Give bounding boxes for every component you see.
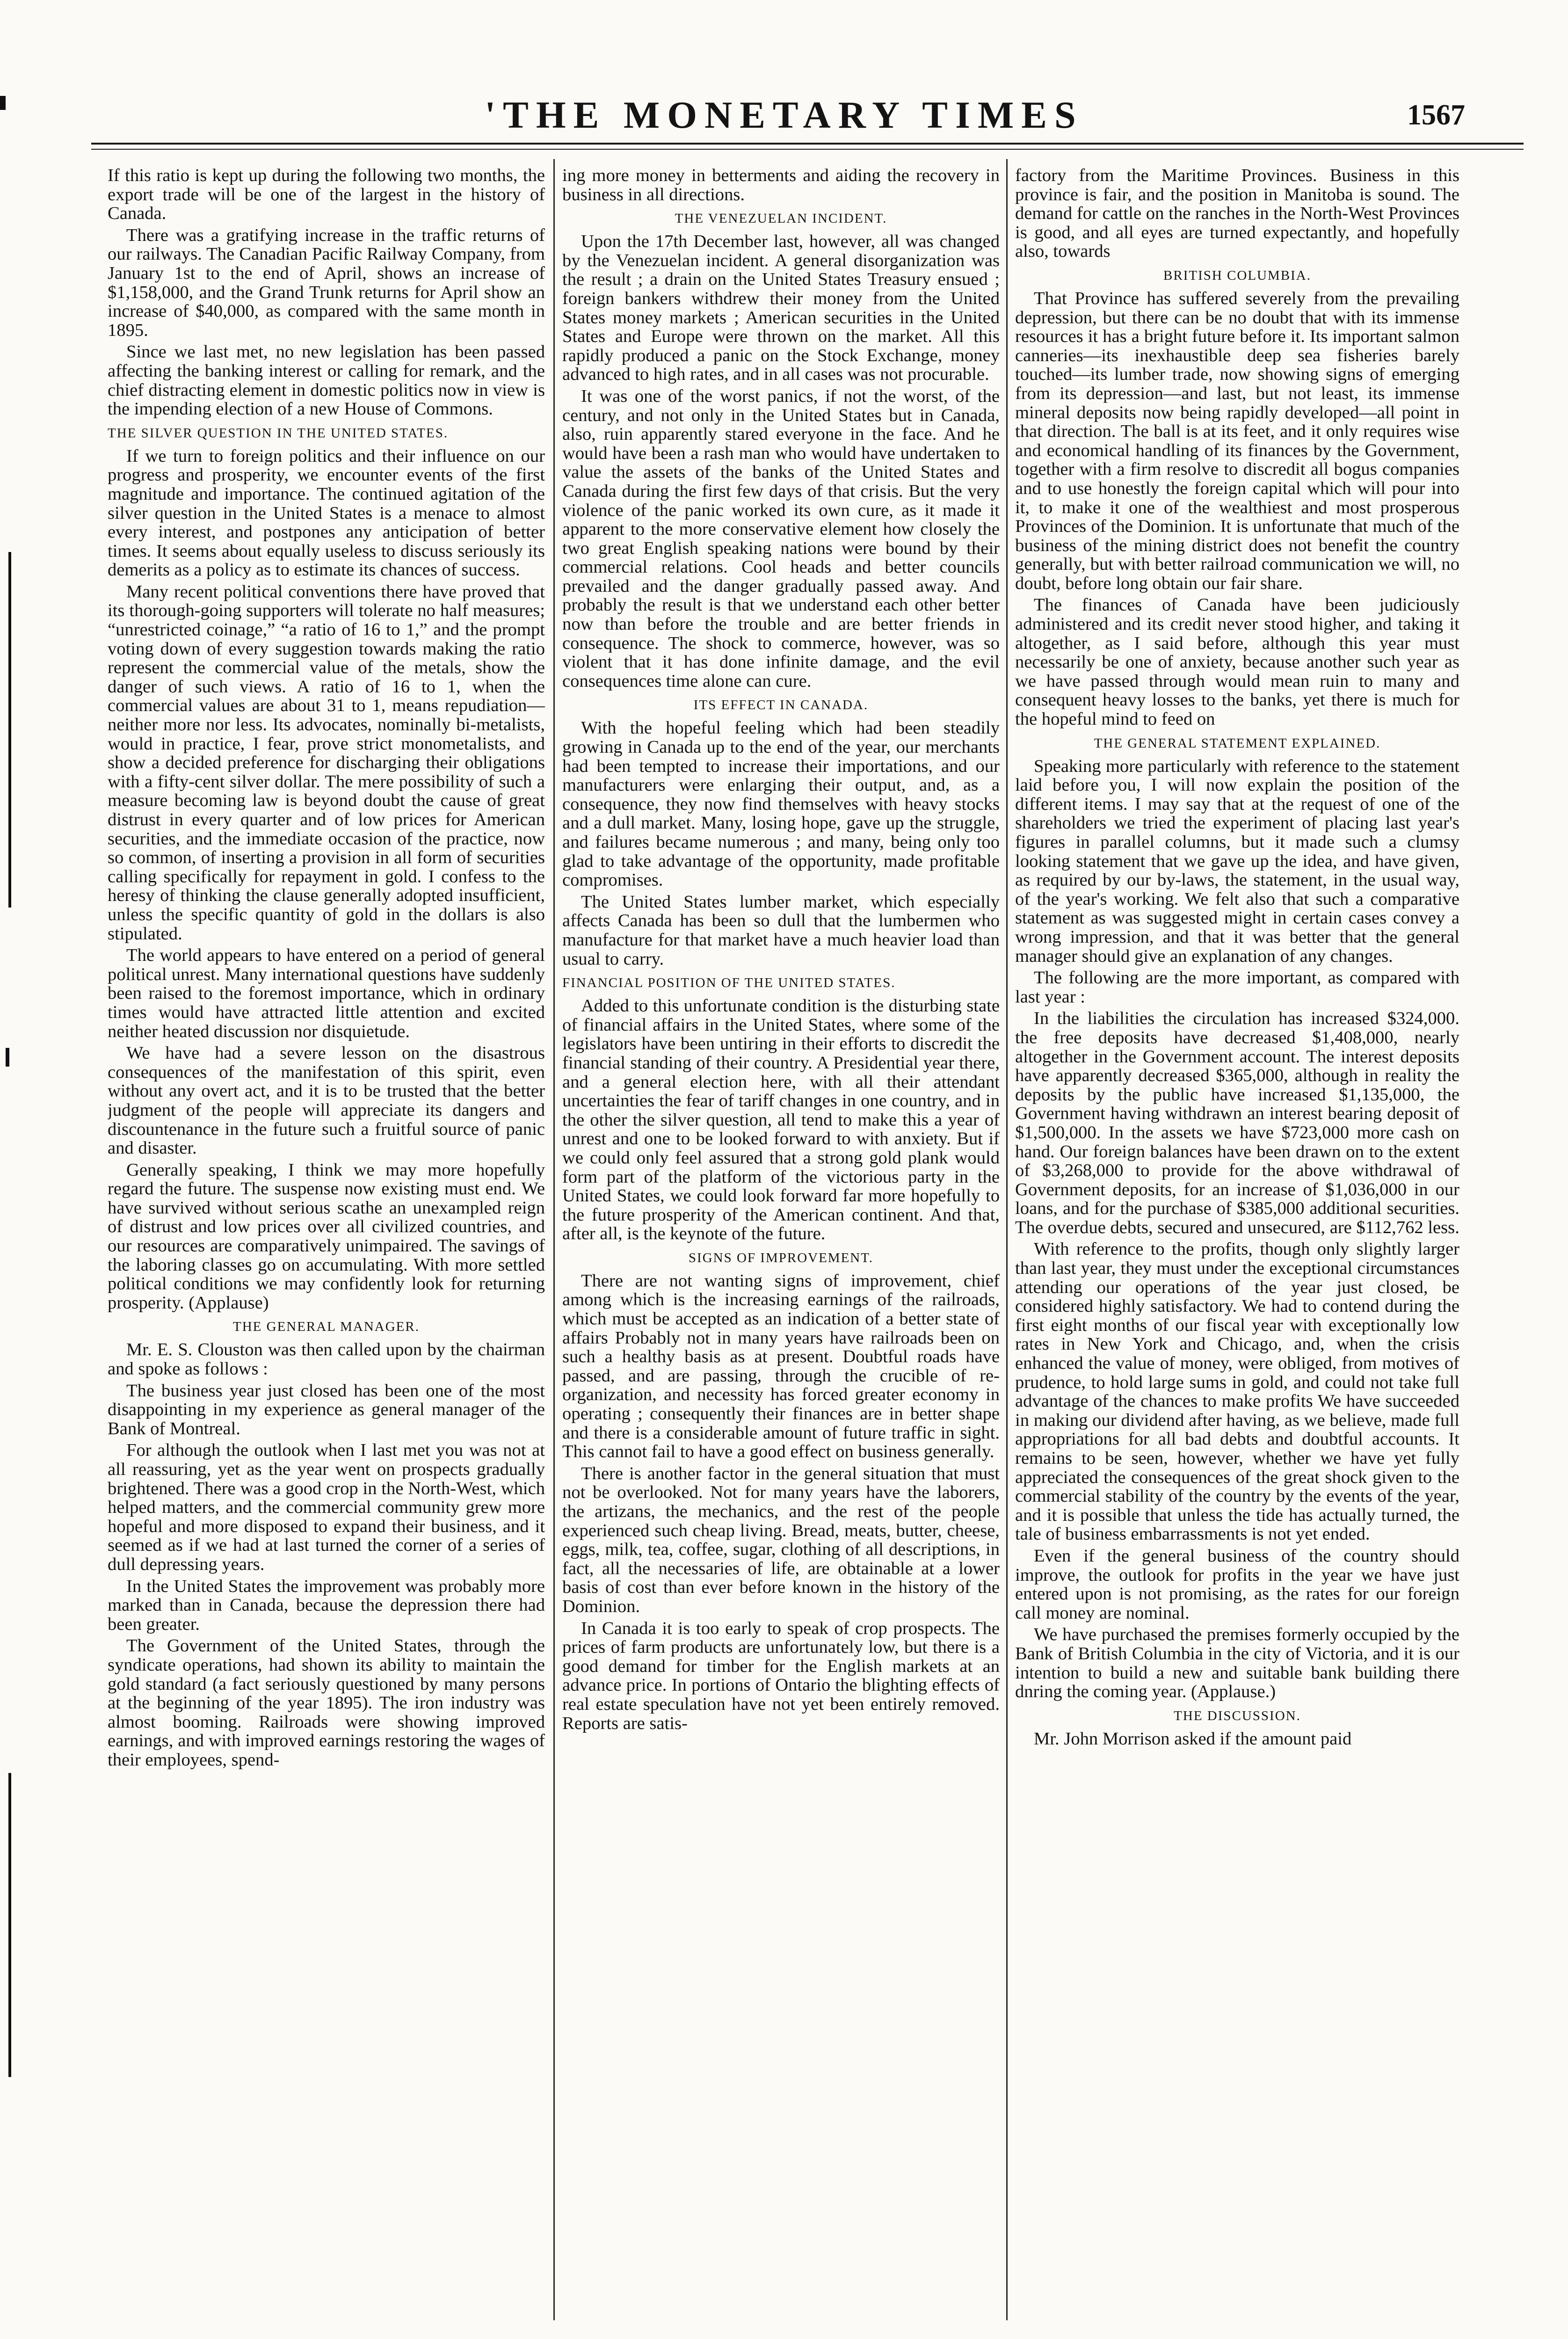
publication-title: 'THE MONETARY TIMES <box>485 94 1083 136</box>
paragraph: The Government of the United States, through the syndicate operations, had shown its ability to maintain the gold standard (a fact seriously questioned by many persons at the beginning of the year 1895). The iron industry was almost booming. Railroads were showing improved earnings, and with improved earnings restoring the wages of their employees, spend- <box>108 1636 545 1770</box>
section-heading: THE DISCUSSION. <box>1174 1708 1301 1723</box>
column-divider-2 <box>1006 159 1008 2320</box>
paragraph: factory from the Maritime Provinces. Business in this province is fair, and the position in Manitoba is sound. The demand for cattle on the ranches in the North-West Provinces is good, and all eyes are turned expectantly, and hopefully also, towards <box>1015 166 1459 262</box>
masthead <box>0 0 1568 159</box>
section-heading: ITS EFFECT IN CANADA. <box>693 697 869 713</box>
text-column-2 <box>562 166 1000 2318</box>
paragraph: Even if the general business of the country should improve, the outlook for profits in the year we have just entered upon is not promising, as the rates for our foreign call money are nominal. <box>1015 1546 1459 1623</box>
section-heading: THE GENERAL MANAGER. <box>233 1319 420 1335</box>
paragraph: Mr. E. S. Clouston was then called upon by the chairman and spoke as follows : <box>108 1340 545 1379</box>
section-heading: THE VENEZUELAN INCIDENT. <box>675 211 887 226</box>
paragraph: ing more money in betterments and aiding the recovery in business in all directions. <box>562 166 1000 204</box>
paragraph: There is another factor in the general situation that must not be overlooked. Not for many years have the laborers, the artizans, the mechanics, and the rest of the people experienced such cheap living. Bread, meats, butter, cheese, eggs, milk, tea, coffee, sugar, clothing of all descriptions, in fact, all the necessaries of life, are obtainable at a lower basis of cost than ever before known in the history of the Dominion. <box>562 1463 1000 1616</box>
paragraph: In Canada it is too early to speak of crop prospects. The prices of farm products are unfortunately low, but there is a good demand for timber for the English markets at an advance price. In portions of Ontario the blighting effects of real estate speculation have not yet been entirely removed. Reports are satis- <box>562 1618 1000 1733</box>
scan-margin-mark <box>8 1773 11 2077</box>
section-heading: THE GENERAL STATEMENT EXPLAINED. <box>1094 735 1381 751</box>
paragraph: The business year just closed has been one of the most disappointing in my experience as general manager of the Bank of Montreal. <box>108 1380 545 1438</box>
scan-margin-mark <box>8 552 11 908</box>
text-column-3 <box>1015 166 1459 2318</box>
paragraph: The finances of Canada have been judiciously administered and its credit never stood higher, and taking it altogether, as I said before, although this year must necessarily be one of anxiety, because another such year as we have passed through would mean ruin to many and consequent heavy losses to the banks, yet there is much for the hopeful mind to feed on <box>1015 595 1459 729</box>
paragraph: If this ratio is kept up during the following two months, the export trade will be one of the largest in the history of Canada. <box>108 166 545 224</box>
section-heading: SIGNS OF IMPROVEMENT. <box>688 1250 874 1265</box>
paragraph: Generally speaking, I think we may more hopefully regard the future. The suspense now existing must end. We have survived without serious scathe an unexampled reign of distrust and low prices over all civilized countries, and our resources are comparatively unimpaired. The savings of the laboring classes go on accumulating. With more settled political conditions we may confidently look for returning prosperity. (Applause) <box>108 1160 545 1313</box>
paragraph: If we turn to foreign politics and their influence on our progress and prosperity, we encounter events of the first magnitude and importance. The continued agitation of the silver question in the United States is a menace to almost every interest, and postpones any anticipation of better times. It seems about equally useless to discuss seriously its demerits as a policy as to estimate its chances of success. <box>108 446 545 580</box>
paragraph: The following are the more important, as compared with last year : <box>1015 968 1459 1007</box>
scan-margin-mark <box>0 96 6 110</box>
paragraph: Speaking more particularly with reference to the statement laid before you, I will now explain the position of the different items. I may say that at the request of one of the shareholders we tried the experiment of placing last year's figures in parallel columns, but it made such a clumsy looking statement that we gave up the idea, and have given, as required by our by-laws, the statement, in the usual way, of the year's working. We felt also that such a comparative statement as was suggested might in certain cases convey a wrong impression, and that it was better that the general manager should give an explanation of any changes. <box>1015 756 1459 966</box>
header-rule-thin <box>91 149 1524 150</box>
paragraph: In the United States the improvement was probably more marked than in Canada, because the depression there had been greater. <box>108 1576 545 1634</box>
paragraph: The world appears to have entered on a period of general political unrest. Many international questions have suddenly been raised to the foremost importance, which in ordinary times would have attracted little attention and excited neither heated discussion nor disquietude. <box>108 945 545 1041</box>
paragraph: There are not wanting signs of improvement, chief among which is the increasing earnings of the railroads, which must be accepted as an indication of a better state of affairs Probably not in many years have railroads been on such a healthy basis as at present. Doubtful roads have passed, and are passing, through the crucible of re-organization, and necessity has forced greater economy in operating ; consequently their finances are in better shape and there is a considerable amount of future traffic in sight. This cannot fail to have a good effect on business generally. <box>562 1271 1000 1462</box>
paragraph: Added to this unfortunate condition is the disturbing state of financial affairs in the United States, where some of the legislators have been untiring in their efforts to discredit the financial standing of their country. A Presidential year there, and a general election here, with all their attendant uncertainties the fear of tariff changes in one country, and in the other the silver question, all tend to make this a year of unrest and one to be looked forward to with anxiety. But if we could only feel assured that a strong gold plank would form part of the platform of the victorious party in the United States, we could look forward far more hopefully to the future prosperity of the American continent. And that, after all, is the keynote of the future. <box>562 996 1000 1244</box>
paragraph: Many recent political conventions there have proved that its thorough-going supporters will tolerate no half measures; “unrestricted coinage,” “a ratio of 16 to 1,” and the prompt voting down of every suggestion towards making the ratio represent the commercial value of the metals, show the danger of such views. A ratio of 16 to 1, when the commercial values are about 31 to 1, means repudiation—neither more nor less. Its advocates, nominally bi-metalists, would in practice, I fear, prove strict monometalists, and show a decided preference for discharging their obligations with a fifty-cent silver dollar. The mere possibility of such a measure becoming law is beyond doubt the cause of great distrust in every quarter and of low prices for American securities, and the immediate occasion of the practice, now so common, of inserting a provision in all form of securities calling specifically for repayment in gold. I confess to the heresy of thinking the clause generally adopted insufficient, unless the specific quantity of gold in the dollars is also stipulated. <box>108 581 545 944</box>
header-rule <box>91 143 1524 145</box>
paragraph: With reference to the profits, though only slightly larger than last year, they must under the exceptional circumstances attending our operations of the year just closed, be considered highly satisfactory. We had to contend during the first eight months of our fiscal year with exceptionally low rates in New York and Chicago, and, when the crisis enhanced the value of money, were obliged, from motives of prudence, to hold large sums in gold, and could not take full advantage of the chances to make profits We have succeeded in making our dividend after having, as we believe, made full appropriations for all bad debts and doubtful accounts. It remains to be seen, however, whether we have yet fully appreciated the consequences of the great shock given to the commercial stability of the country by the events of the year, and it is possible that unless the tide has actually turned, the tale of business embarrassments is not yet ended. <box>1015 1239 1459 1544</box>
paragraph: That Province has suffered severely from the prevailing depression, but there can be no doubt that with its immense resources it has a bright future before it. Its important salmon canneries—its inexhaustible deep sea fisheries barely touched—its lumber trade, now showing signs of emerging from its depression—and last, but not least, its immense mineral deposits now being rapidly developed—all point in that direction. The ball is at its feet, and it only requires wise and economical handling of its finances by the Government, together with a firm resolve to discredit all bogus companies and to use honestly the foreign capital which will pour into it, to make it one of the wealthiest and most prosperous Provinces of the Dominion. It is unfortunate that much of the business of the mining district does not benefit the country generally, but with better railroad communication we will, no doubt, before long obtain our fair share. <box>1015 288 1459 593</box>
page-number: 1567 <box>1407 99 1465 131</box>
paragraph: In the liabilities the circulation has increased $324,000. the free deposits have decreased $1,408,000, nearly altogether in the Government account. The interest deposits have apparently decreased $365,000, although in reality the deposits by the public have increased $1,135,000, the Government having withdrawn an interest bearing deposit of $1,500,000. In the assets we have $723,000 more cash on hand. Our foreign balances have been drawn on to the extent of $3,268,000 to provide for the above withdrawal of Government deposits, for an increase of $1,036,000 in our loans, and for the purchase of $385,000 additional securities. The overdue debts, secured and unsecured, are $112,762 less. <box>1015 1009 1459 1237</box>
scan-margin-mark <box>6 1048 9 1067</box>
paragraph: Since we last met, no new legislation has been passed affecting the banking interest or calling for remark, and the chief distracting element in domestic politics now in view is the impending election of a new House of Commons. <box>108 342 545 419</box>
paragraph: The United States lumber market, which especially affects Canada has been so dull that the lumbermen who manufacture for that market have a much heavier load than usual to carry. <box>562 892 1000 969</box>
section-heading: FINANCIAL POSITION OF THE UNITED STATES. <box>562 975 896 991</box>
paragraph: There was a gratifying increase in the traffic returns of our railways. The Canadian Pacific Railway Company, from January 1st to the end of April, shows an increase of $1,158,000, and the Grand Trunk returns for April show an increase of $40,000, as compared with the same month in 1895. <box>108 225 545 340</box>
paragraph: We have had a severe lesson on the disastrous consequences of the manifestation of this spirit, even without any overt act, and it is to be trusted that the better judgment of the people will appreciate its dangers and discountenance in the future such a fruitful source of panic and disaster. <box>108 1043 545 1158</box>
paragraph: With the hopeful feeling which had been steadily growing in Canada up to the end of the year, our merchants had been tempted to increase their importations, and our manufacturers were enlarging their output, and, as a consequence, they now find themselves with heavy stocks and a dull market. Many, losing hope, gave up the struggle, and failures became numerous ; and many, being only too glad to take advantage of the opportunity, made profitable compromises. <box>562 718 1000 890</box>
section-heading: THE SILVER QUESTION IN THE UNITED STATES. <box>108 425 449 441</box>
paragraph: Upon the 17th December last, however, all was changed by the Venezuelan incident. A general disorganization was the result ; a drain on the United States Treasury ensued ; foreign bankers withdrew their money from the United States money markets ; American securities in the United States and Europe were thrown on the market. All this rapidly produced a panic on the Stock Exchange, money advanced to high rates, and in all cases was not procurable. <box>562 232 1000 385</box>
paragraph: It was one of the worst panics, if not the worst, of the century, and not only in the United States but in Canada, also, ruin apparently stared everyone in the face. And he would have been a rash man who would have undertaken to value the assets of the banks of the United States and Canada during the first few days of that crisis. But the very violence of the panic worked its own cure, as it made it apparent to the more conservative element how closely the two great English speaking nations were bound by their commercial relations. Cool heads and better councils prevailed and the danger gradually passed away. And probably the result is that we understand each other better now than before the trouble and are better friends in consequence. The shock to commerce, however, was so violent that it has done infinite damage, and the evil consequences time alone can cure. <box>562 386 1000 691</box>
text-column-1 <box>108 166 545 2318</box>
column-divider-1 <box>553 159 555 2320</box>
section-heading: BRITISH COLUMBIA. <box>1163 268 1311 283</box>
paragraph: For although the outlook when I last met you was not at all reassuring, yet as the year went on prospects gradually brightened. There was a good crop in the North-West, which helped matters, and the commercial community grew more hopeful and more disposed to expand their business, and it seemed as if we had at last turned the corner of a series of dull depressing years. <box>108 1440 545 1574</box>
paragraph: Mr. John Morrison asked if the amount paid <box>1034 1729 1352 1749</box>
paragraph: We have purchased the premises formerly occupied by the Bank of British Columbia in the city of Victoria, and it is our intention to build a new and suitable bank building there dnring the coming year. (Applause.) <box>1015 1625 1459 1702</box>
